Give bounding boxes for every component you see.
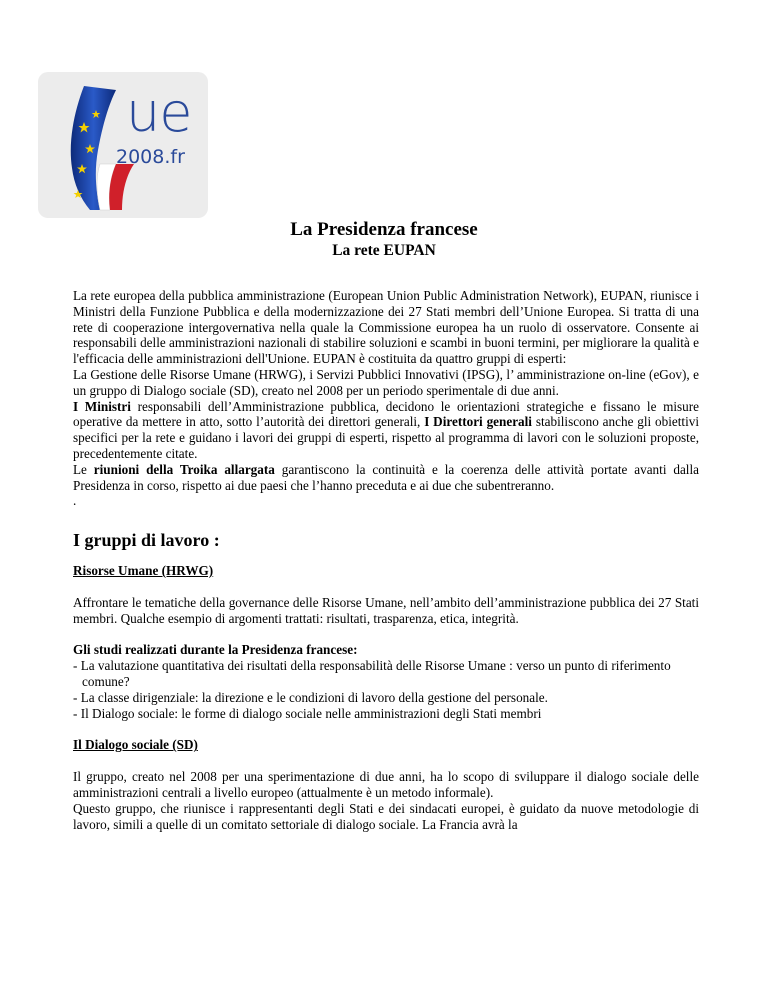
page-subtitle: La rete EUPAN <box>332 242 436 259</box>
logo-word: ue <box>126 81 192 144</box>
logo-year: 2008.fr <box>116 146 185 168</box>
study-item: - La valutazione quantitativa dei risultati della responsabilità delle Risorse Umane : verso un punto di riferimento comune? <box>73 658 671 689</box>
ue2008-logo <box>38 72 208 218</box>
groups-heading: I gruppi di lavoro : <box>73 530 220 551</box>
intro-paragraph-3 <box>73 399 699 462</box>
ministri-term: I Ministri <box>73 398 131 414</box>
sd-paragraph-2: Questo gruppo, che riunisce i rappresentanti degli Stati e dei sindacati europei, è guidato da nuove metodologie di lavoro, simili a quelle di un comitato settoriale di dialogo sociale. La Francia avrà la <box>73 800 699 832</box>
troika-term: riunioni della Troika allargata <box>93 461 275 477</box>
direttori-term: I Direttori generali <box>424 414 532 430</box>
troika-text: garantiscono la continuità e la coerenza delle attività portate avanti dalla Presidenza in corso, rispetto ai due paesi che l’hanno preceduta e ai due che subentreranno. <box>73 461 699 493</box>
ministri-text: responsabili dell’Amministrazione pubblica, decidono le orientazioni strategiche e fissano le misure operative da mettere in atto, sotto l’autorità dei direttori generali, <box>73 398 699 430</box>
intro-paragraph-2: La Gestione delle Risorse Umane (HRWG), i Servizi Pubblici Innovativi (IPSG), l’ amministrazione on-line (eGov), e un gruppo di Dialogo sociale (SD), creato nel 2008 per un periodo sperimentale di due anni. <box>73 366 699 398</box>
document-body <box>73 288 699 832</box>
troika-prefix: Le <box>73 461 94 477</box>
intro-paragraph-4 <box>73 462 699 494</box>
direttori-text: stabiliscono anche gli obiettivi specifici per la rete e guidano i lavori dei gruppi di esperti, rispetto al programma di lavori con le soluzioni proposte, precedentemente citate. <box>73 414 699 461</box>
sd-paragraph-1: Il gruppo, creato nel 2008 per una sperimentazione di due anni, ha lo scopo di sviluppare il dialogo sociale delle amministrazioni centrali a livello europeo (attualmente è un metodo informale). <box>73 769 699 800</box>
sd-heading: Il Dialogo sociale (SD) <box>73 737 198 753</box>
hr-text: Affrontare le tematiche della governance delle Risorse Umane, nell’ambito dell’amministrazione pubblica dei 27 Stati membri. Qualche esempio di argomenti trattati: risultati, trasparenza, etica, integrità. <box>73 594 699 626</box>
intro-paragraph-1: La rete europea della pubblica amministrazione (European Union Public Administration Network), EUPAN, riunisce i Ministri della Funzione Pubblica e della modernizzazione dei 27 Stati membri dell’Unione Europea. Si tratta di una rete di cooperazione intergovernativa nella quale la Commissione europea ha un ruolo di osservatore. Consente ai responsabili delle amministrazioni nazionali di stabilire soluzioni e scambi in buoni termini, per migliorare la qualità e l'efficacia delle amministrazioni dell'Unione. EUPAN è costituita da quattro gruppi di esperti: <box>73 288 699 367</box>
trailing-dot: . <box>73 493 77 509</box>
studies-heading: Gli studi realizzati durante la Presidenza francese: <box>73 642 358 658</box>
title-block <box>0 219 768 261</box>
hr-heading: Risorse Umane (HRWG) <box>73 562 214 578</box>
page-title: La Presidenza francese <box>290 219 478 240</box>
study-item: - Il Dialogo sociale: le forme di dialogo sociale nelle amministrazioni degli Stati membri <box>73 705 542 721</box>
study-item: - La classe dirigenziale: la direzione e le condizioni di lavoro della gestione del personale. <box>73 689 548 705</box>
